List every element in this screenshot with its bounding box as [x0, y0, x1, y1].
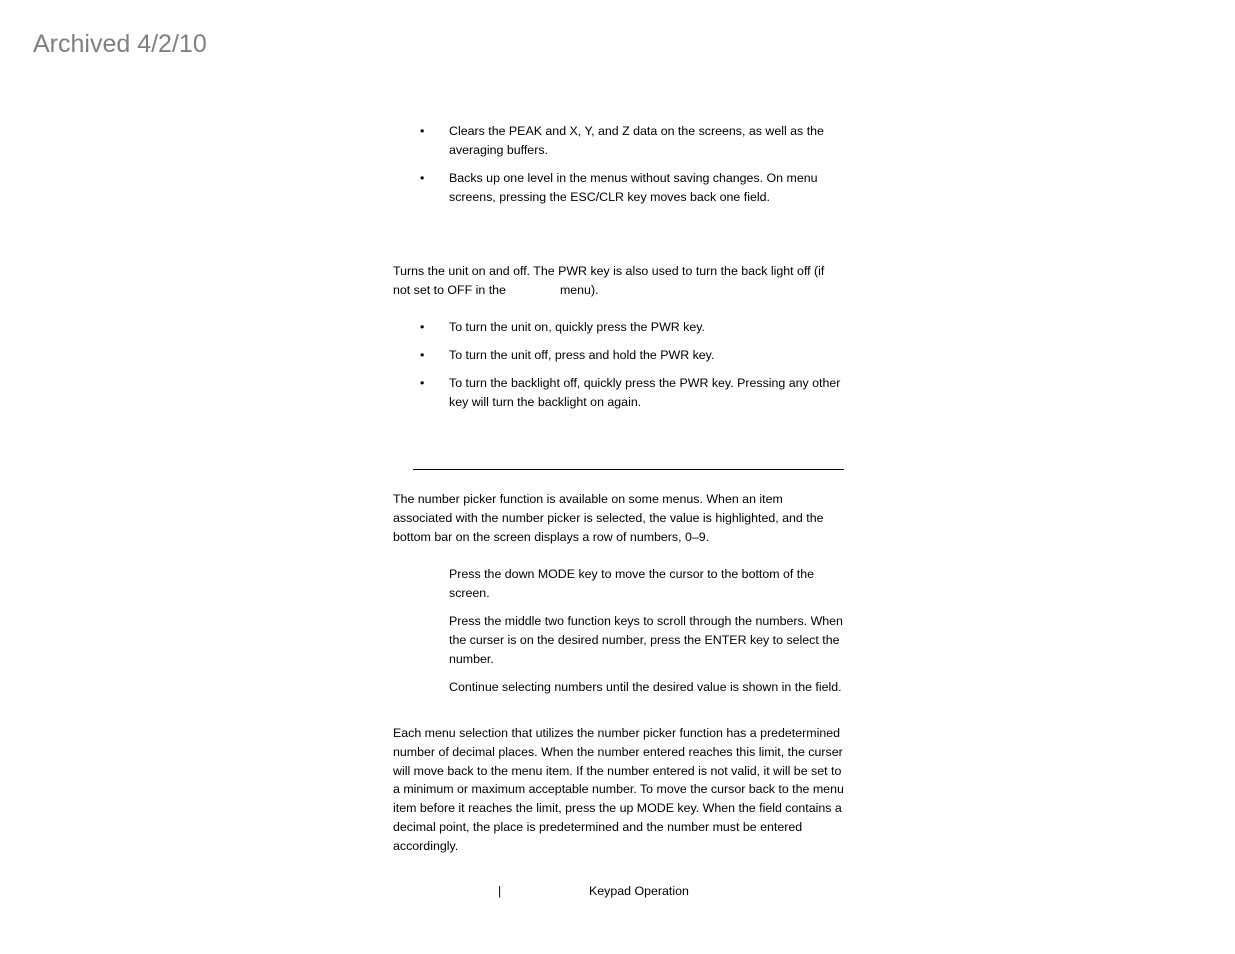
pwr-bullet-2: [420, 346, 860, 365]
pwr-bullet-text: To turn the unit off, press and hold the PWR key.: [449, 348, 715, 362]
footer-section-title: Keypad Operation: [589, 884, 689, 898]
pwr-bullet-text: To turn the unit on, quickly press the PWR key.: [449, 320, 705, 334]
bullet-dot: •: [420, 348, 425, 362]
number-picker-step-3: Continue selecting numbers until the desired value is shown in the field.: [449, 680, 842, 694]
pwr-bullet-1: [420, 318, 860, 337]
bullet-dot: •: [420, 124, 425, 138]
pwr-bullet-3: [420, 374, 860, 412]
bullet-dot: •: [420, 171, 425, 185]
esc-bullet-text: Clears the PEAK and X, Y, and Z data on the screens, as well as the averaging buffers.: [449, 124, 824, 157]
number-picker-step-2: Press the middle two function keys to scroll through the numbers. When the curser is on the desired number, press the ENTER key to select the number.: [449, 614, 843, 666]
pwr-intro-part2: menu).: [559, 282, 599, 297]
pwr-bullet-text: To turn the backlight off, quickly press the PWR key. Pressing any other key will turn the backlight on again.: [449, 376, 841, 409]
esc-bullet-1: [420, 122, 860, 160]
pwr-intro-part1: Turns the unit on and off. The PWR key is also used to turn the back light off (if not set to OFF in the: [393, 264, 825, 297]
number-picker-step-1: Press the down MODE key to move the cursor to the bottom of the screen.: [449, 567, 815, 600]
bullet-dot: •: [420, 376, 425, 390]
footer-separator: |: [498, 884, 502, 898]
number-picker-intro: The number picker function is available on some menus. When an item associated with the number picker is selected, the value is highlighted, and the bottom bar on the screen displays a row of numbers, 0–9.: [393, 492, 824, 544]
pwr-intro: [393, 262, 833, 300]
section-divider: [413, 469, 844, 470]
esc-bullet-2: [420, 169, 860, 207]
number-picker-closing: Each menu selection that utilizes the number picker function has a predetermined number of decimal places. When the number entered reaches this limit, the curser will move back to the menu item. If the number entered is not valid, it will be set to a minimum or maximum acceptable number. To move the cursor back to the menu item before it reaches the limit, press the up MODE key. When the field contains a decimal point, the place is predetermined and the number must be entered accordingly.: [393, 726, 844, 853]
bullet-dot: •: [420, 320, 425, 334]
esc-bullet-text: Backs up one level in the menus without saving changes. On menu screens, pressing the ESC/CLR key moves back one field.: [449, 171, 818, 204]
archived-stamp: Archived 4/2/10: [33, 30, 207, 58]
